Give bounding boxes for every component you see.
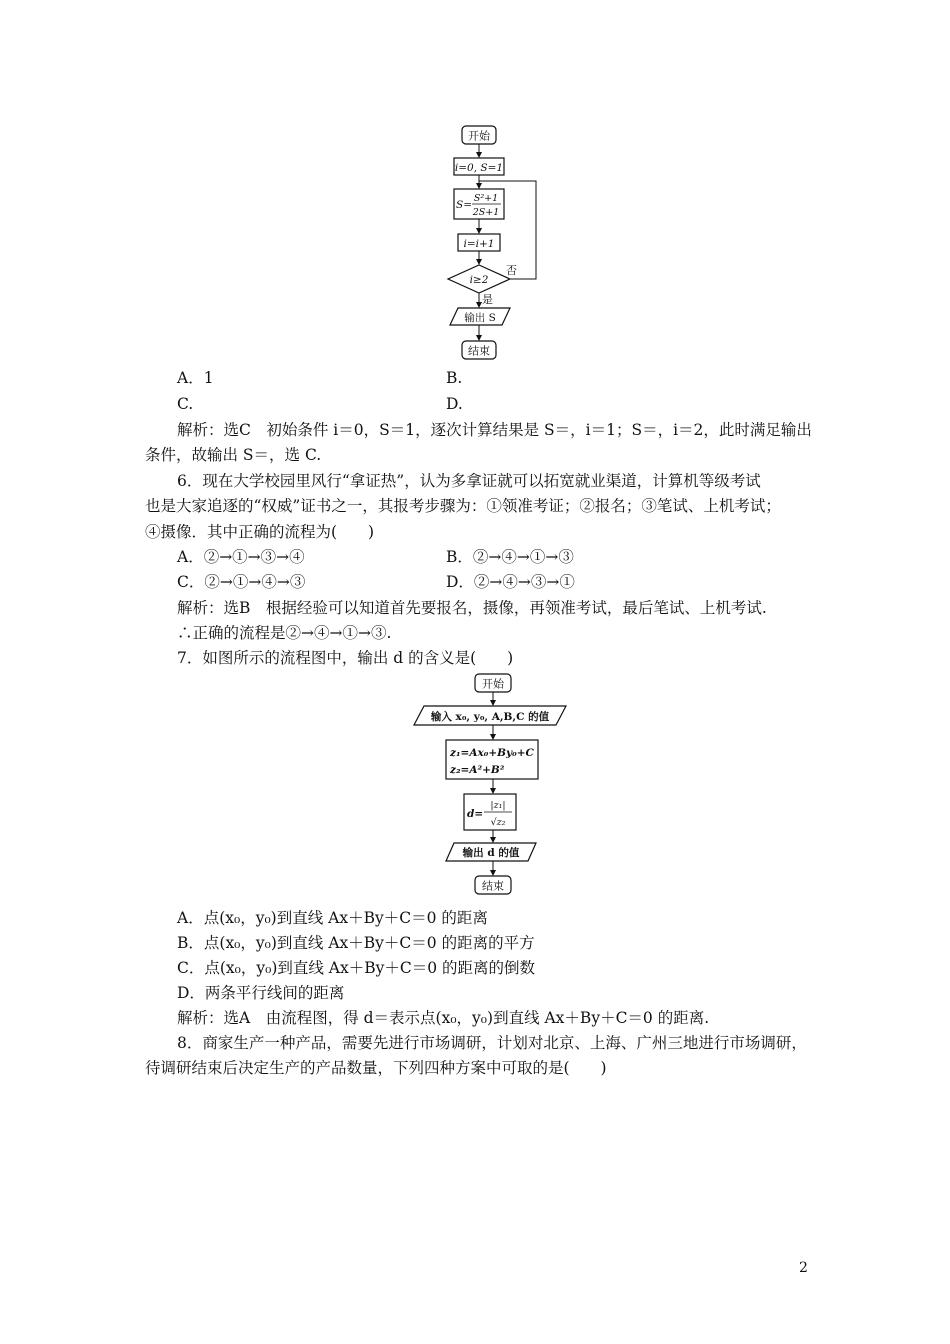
- fc1-assign-lhs: S=: [456, 199, 472, 211]
- q5-option-a: A．1: [177, 369, 214, 387]
- q7-option-a: A．点(x₀，y₀)到直线 Ax＋By＋C＝0 的距离: [177, 909, 488, 927]
- fc1-increment-text: i=i+1: [463, 238, 495, 250]
- q6-analysis-line1: 解析：选B 根据经验可以知道首先要报名，摄像，再领准考试，最后笔试、上机考试.: [177, 599, 767, 617]
- fc1-end-text: 结束: [468, 344, 490, 358]
- q6-option-a: A．②→①→③→④: [177, 548, 305, 566]
- q7-option-d: D．两条平行线间的距离: [177, 984, 345, 1002]
- fc2-d-lhs: d=: [467, 808, 484, 820]
- q7-option-b: B．点(x₀，y₀)到直线 Ax＋By＋C＝0 的距离的平方: [177, 934, 535, 952]
- fc2-input-text: 输入 x₀, y₀, A,B,C 的值: [430, 711, 550, 723]
- q6-option-b: B．②→④→①→③: [446, 548, 574, 566]
- q6-option-d: D．②→④→③→①: [446, 573, 575, 591]
- fc2-d-num: |z₁|: [490, 800, 506, 811]
- q6-stem-line3: ④摄像．其中正确的流程为( ): [145, 523, 375, 541]
- fc2-z2-text: z₂=A²+B²: [450, 764, 505, 776]
- q8-stem-line1: 8．商家生产一种产品，需要先进行市场调研，计划对北京、上海、广州三地进行市场调研，: [177, 1034, 807, 1052]
- q5-option-d: D.: [446, 395, 463, 413]
- q5-option-b: B.: [446, 369, 463, 387]
- flowchart-1: [440, 120, 550, 366]
- fc1-no-label: 否: [506, 264, 517, 277]
- page-number: 2: [799, 1260, 808, 1276]
- q6-option-c: C．②→①→④→③: [177, 573, 306, 591]
- q6-stem-line2: 也是大家追逐的“权威”证书之一，其报考步骤为：①领准考证；②报名；③笔试、上机考试；: [145, 497, 781, 515]
- q5-option-c: C.: [177, 395, 194, 413]
- fc1-assign-num: S²+1: [473, 193, 499, 204]
- q7-option-c: C．点(x₀，y₀)到直线 Ax＋By＋C＝0 的距离的倒数: [177, 959, 536, 977]
- flowchart-2: [410, 670, 580, 900]
- fc2-start-text: 开始: [482, 677, 504, 691]
- fc2-z1-text: z₁=Ax₀+By₀+C: [450, 747, 534, 759]
- q7-analysis: 解析：选A 由流程图，得 d＝表示点(x₀，y₀)到直线 Ax＋By＋C＝0 的距离.: [177, 1009, 710, 1027]
- q6-analysis-line2: ∴正确的流程是②→④→①→③.: [177, 624, 392, 642]
- q5-analysis-line1: 解析：选C 初始条件 i＝0，S＝1，逐次计算结果是 S＝，i＝1；S＝，i＝2，此时满足输出: [177, 421, 812, 439]
- fc2-d-den: √z₂: [490, 817, 506, 828]
- q5-analysis-line2: 条件，故输出 S＝，选 C.: [145, 446, 322, 464]
- fc2-output-text: 输出 d 的值: [462, 847, 520, 859]
- q7-stem: 7．如图所示的流程图中，输出 d 的含义是( ): [177, 649, 514, 667]
- fc2-end-text: 结束: [482, 879, 504, 893]
- fc1-assign-den: 2S+1: [472, 207, 500, 218]
- fc1-init-text: i=0, S=1: [454, 162, 504, 174]
- fc1-output-text: 输出 S: [464, 312, 496, 324]
- fc1-start-text: 开始: [468, 129, 490, 143]
- fc1-condition-text: i≥2: [469, 274, 489, 286]
- fc1-yes-label: 是: [482, 293, 493, 306]
- q6-stem-line1: 6．现在大学校园里风行“拿证热”，认为多拿证就可以拓宽就业渠道，计算机等级考试: [177, 472, 761, 490]
- q8-stem-line2: 待调研结束后决定生产的产品数量，下列四种方案中可取的是( ): [145, 1059, 607, 1077]
